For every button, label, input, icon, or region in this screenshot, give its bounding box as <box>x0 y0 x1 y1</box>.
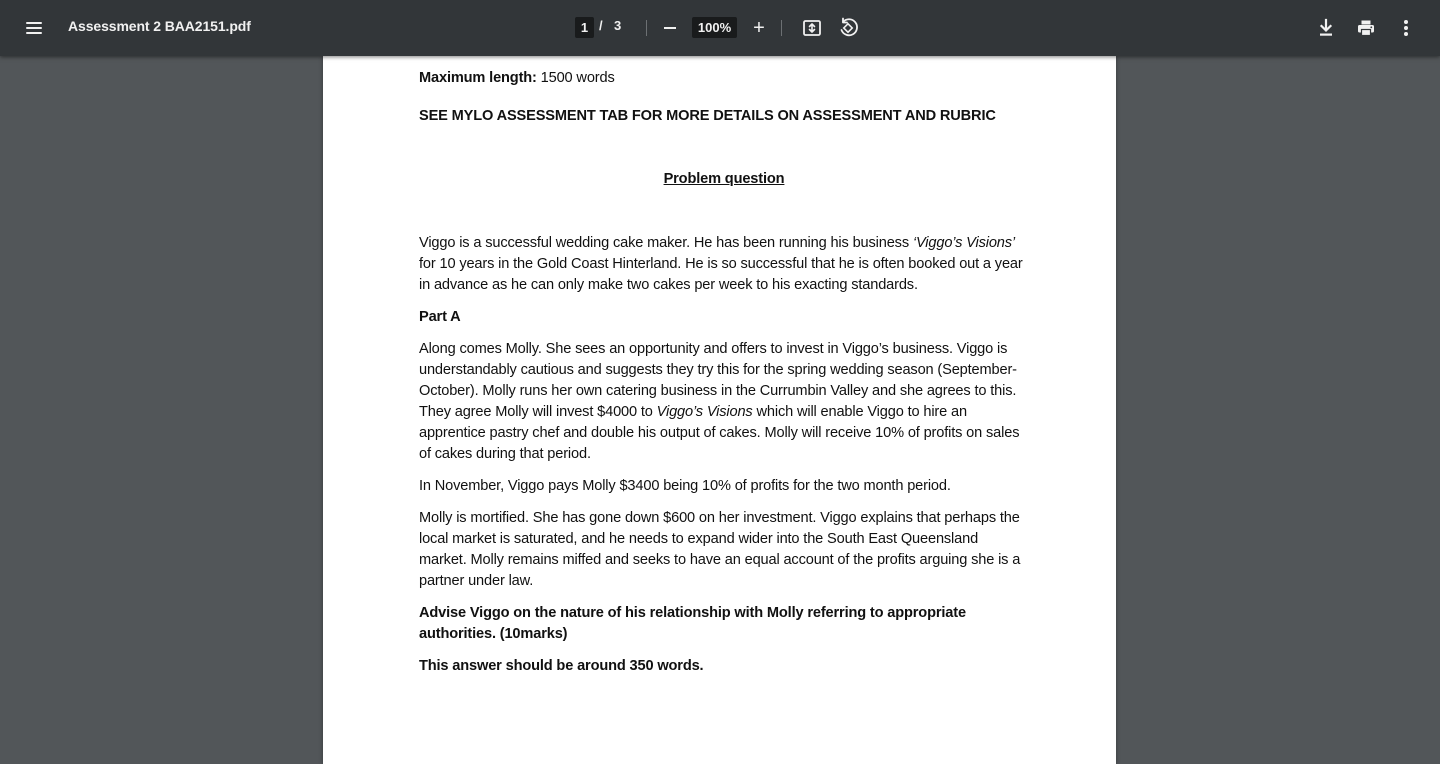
page-content <box>419 68 1029 688</box>
download-button[interactable] <box>1312 14 1340 42</box>
page-separator: / <box>599 18 603 33</box>
answer-length-note: This answer should be around 350 words. <box>419 658 704 674</box>
pdf-viewer-area[interactable] <box>0 56 1440 764</box>
menu-icon[interactable] <box>18 12 50 44</box>
toolbar-divider <box>646 20 647 36</box>
business-name: Viggo’s Visions <box>656 404 753 420</box>
zoom-out-button[interactable] <box>658 16 682 40</box>
paragraph-text: Viggo is a successful wedding cake maker. He has been running his business <box>419 235 913 251</box>
business-name: ‘Viggo’s Visions’ <box>912 235 1015 251</box>
page-number-input[interactable] <box>575 17 594 38</box>
pdf-toolbar <box>0 0 1440 56</box>
paragraph-text: for 10 years in the Gold Coast Hinterland. He is so successful that he is often booked out a year in advance as he can only make two cakes per week to his exacting standards. <box>419 256 1023 293</box>
paragraph-mortified: Molly is mortified. She has gone down $600 on her investment. Viggo explains that perhaps the local market is saturated, and he needs to expand wider into the South East Queensland market. Molly remains miffed and seeks to have an equal account of the profits arguing she is a partner under law. <box>419 510 1021 589</box>
max-length-label: Maximum length: <box>419 70 537 86</box>
max-length-line <box>419 68 1029 89</box>
pdf-page <box>323 56 1116 764</box>
problem-heading: Problem question <box>663 171 785 187</box>
plus-icon: + <box>753 17 765 39</box>
rotate-icon <box>837 17 859 39</box>
advise-question: Advise Viggo on the nature of his relationship with Molly referring to appropriate authorities. (10marks) <box>419 605 966 642</box>
toolbar-divider <box>781 20 782 36</box>
minus-icon <box>664 27 676 29</box>
zoom-input[interactable] <box>692 17 737 38</box>
paragraph-november: In November, Viggo pays Molly $3400 being 10% of profits for the two month period. <box>419 478 951 494</box>
paragraph-molly <box>419 339 1029 465</box>
print-icon <box>1356 18 1376 38</box>
paragraph-text: which will enable Viggo to hire an apprentice pastry chef and double his output of cakes. Molly will receive 10% of profits on sales of cakes during that period. <box>419 404 1020 462</box>
print-button[interactable] <box>1352 14 1380 42</box>
fit-to-page-icon <box>802 18 822 38</box>
mylo-note: SEE MYLO ASSESSMENT TAB FOR MORE DETAILS ON ASSESSMENT AND RUBRIC <box>419 108 996 124</box>
paragraph-intro <box>419 233 1029 296</box>
max-length-value: 1500 words <box>536 70 615 86</box>
more-vert-icon <box>1403 19 1409 37</box>
download-icon <box>1316 18 1336 38</box>
paragraph-text: Along comes Molly. She sees an opportunity and offers to invest in Viggo’s business. Viggo is understandably cautious and suggests they try this for the spring wedding season (September- October). Molly runs her own catering business in the Currumbin Valley and she agrees to this. They agree Molly will invest $4000 to <box>419 341 1017 420</box>
rotate-button[interactable] <box>834 14 862 42</box>
zoom-in-button[interactable] <box>747 16 771 40</box>
fit-to-page-button[interactable] <box>798 14 826 42</box>
more-options-button[interactable] <box>1392 14 1420 42</box>
part-a-heading: Part A <box>419 309 461 325</box>
page-total: 3 <box>614 18 622 33</box>
document-title: Assessment 2 BAA2151.pdf <box>68 18 251 34</box>
